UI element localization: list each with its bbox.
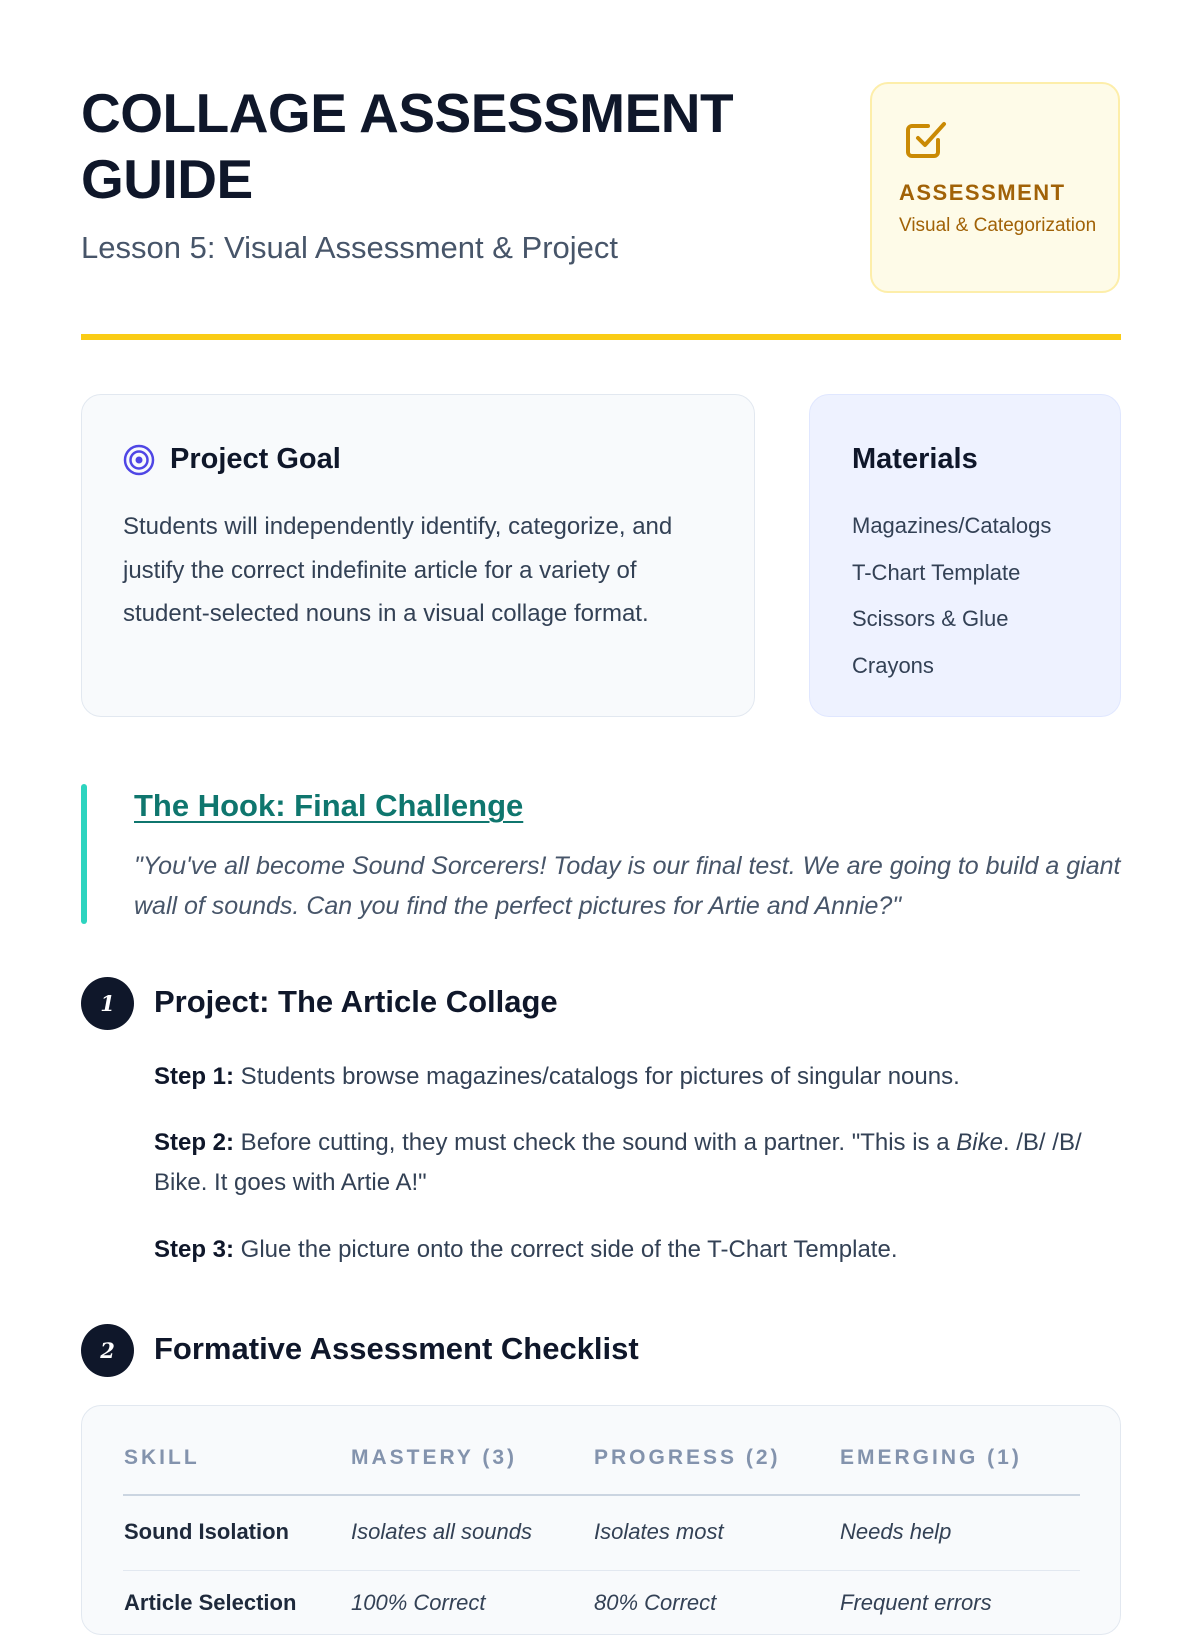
table-cell: Isolates most bbox=[594, 1519, 724, 1544]
project-goal-card bbox=[81, 394, 755, 717]
step-text: . /B/ /B/ Bike. It goes with Artie A!" bbox=[154, 1129, 1082, 1196]
hook-section bbox=[81, 784, 1121, 924]
step-item bbox=[154, 1230, 1124, 1270]
materials-item: Magazines/Catalogs bbox=[852, 513, 1052, 538]
page-header bbox=[81, 80, 1121, 340]
table-cell: 80% Correct bbox=[594, 1590, 717, 1615]
step-label: Step 3: bbox=[154, 1236, 235, 1263]
table-cell-skill: Sound Isolation bbox=[124, 1519, 289, 1544]
checkbox-icon bbox=[902, 116, 950, 164]
column-header: EMERGING (1) bbox=[840, 1446, 1022, 1469]
step-item bbox=[154, 1123, 1124, 1203]
goal-title: Project Goal bbox=[170, 443, 341, 475]
column-header: SKILL bbox=[124, 1446, 200, 1469]
materials-title: Materials bbox=[852, 443, 978, 475]
step-text: Glue the picture onto the correct side of the T-Chart Template. bbox=[234, 1236, 898, 1263]
table-cell: Frequent errors bbox=[840, 1590, 992, 1615]
goal-text: Students will independently identify, categorize, and justify the correct indefinite article for a variety of student-selected nouns in a visual collage format. bbox=[123, 513, 673, 627]
badge-subtitle: Visual & Categorization bbox=[899, 215, 1097, 236]
column-header: PROGRESS (2) bbox=[594, 1446, 781, 1469]
materials-item: Crayons bbox=[852, 652, 934, 678]
step-item bbox=[154, 1057, 1124, 1097]
section-title: Formative Assessment Checklist bbox=[154, 1331, 639, 1366]
step-emphasis: Bike bbox=[956, 1129, 1003, 1156]
table-row-divider bbox=[123, 1570, 1080, 1571]
table-cell: 100% Correct bbox=[351, 1590, 486, 1615]
table-cell-skill: Article Selection bbox=[124, 1590, 297, 1615]
step-label: Step 2: bbox=[154, 1129, 235, 1156]
table-cell: Isolates all sounds bbox=[351, 1519, 532, 1544]
hook-accent-bar bbox=[81, 784, 87, 924]
hook-quote: "You've all become Sound Sorcerers! Today is our final test. We are going to build a giant wall of sounds. Can you find the perfect pictures for Artie and Annie?" bbox=[134, 852, 1121, 920]
badge-title: ASSESSMENT bbox=[899, 180, 1066, 205]
table-header-divider bbox=[123, 1494, 1080, 1496]
section-title: Project: The Article Collage bbox=[154, 984, 558, 1019]
header-divider bbox=[81, 334, 1121, 340]
section-number-badge: 2 bbox=[81, 1324, 134, 1377]
step-text: Students browse magazines/catalogs for pictures of singular nouns. bbox=[234, 1063, 960, 1090]
step-label: Step 1: bbox=[154, 1063, 235, 1090]
section-number-badge: 1 bbox=[81, 977, 134, 1030]
materials-item: Scissors & Glue bbox=[852, 606, 1009, 631]
assessment-checklist-table bbox=[81, 1405, 1121, 1635]
materials-list bbox=[852, 503, 1051, 689]
target-icon bbox=[123, 444, 155, 476]
assessment-badge bbox=[870, 82, 1120, 293]
step-text: Before cutting, they must check the sound with a partner. "This is a bbox=[234, 1129, 957, 1156]
table-cell: Needs help bbox=[840, 1519, 952, 1544]
column-header: MASTERY (3) bbox=[351, 1446, 518, 1469]
hook-title-link[interactable]: The Hook: Final Challenge bbox=[134, 788, 524, 823]
materials-card bbox=[809, 394, 1121, 717]
materials-item: T-Chart Template bbox=[852, 559, 1021, 585]
page-title: COLLAGE ASSESSMENT GUIDE bbox=[81, 82, 734, 210]
page-subtitle: Lesson 5: Visual Assessment & Project bbox=[81, 230, 619, 265]
